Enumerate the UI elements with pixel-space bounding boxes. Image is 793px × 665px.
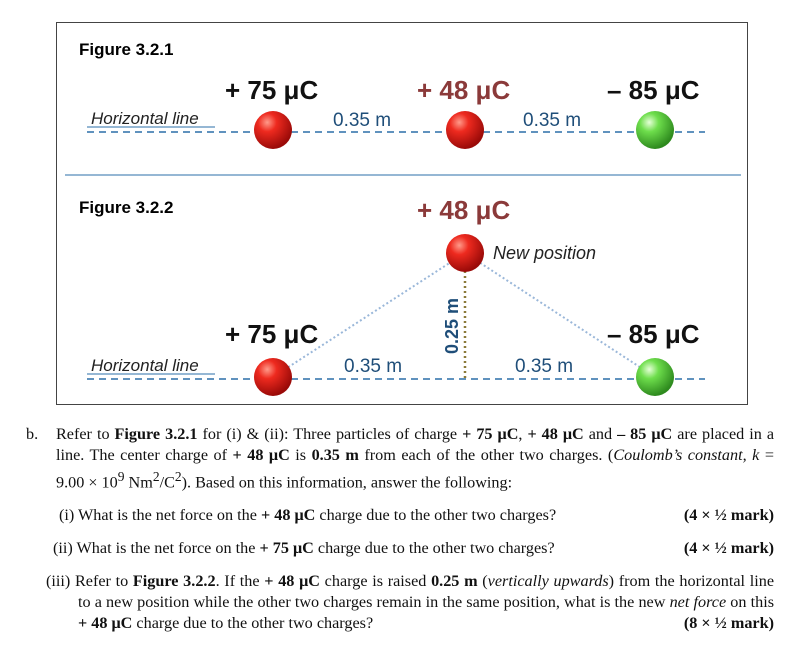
sq-italic: net force (669, 593, 727, 612)
sq-text: ( (477, 572, 488, 591)
figure-1-distance-right: 0.35 m (523, 110, 582, 131)
subquestion-i-mark: (4 × ½ mark) (683, 506, 774, 525)
sq-bold: Figure 3.2.2 (132, 572, 216, 591)
sq-text: (iii) Refer to (46, 572, 133, 591)
sq-text: charge is raised (319, 572, 432, 591)
q-italic: Coulomb’s constant, k (613, 446, 760, 464)
q-text: Refer to (56, 425, 115, 443)
figure-1-charge-left (254, 111, 292, 149)
figure-2-distance-left: 0.35 m (344, 356, 403, 377)
sq-bold: 0.25 m (431, 572, 478, 591)
q-text: /C (159, 473, 175, 492)
figure-2-distance-right: 0.35 m (515, 356, 574, 377)
sq-text: charge due to the other two charges? (132, 614, 374, 633)
q-sup: 9 (117, 469, 125, 484)
sq-bold: + 48 μC (260, 506, 316, 525)
sq-text: charge due to the other two charges? (313, 539, 555, 558)
subquestion-ii (26, 538, 774, 559)
sq-bold: + 48 μC (78, 614, 133, 633)
sq-text: . If the (215, 572, 265, 591)
q-bold: – 85 μC (617, 425, 673, 443)
q-bold: Figure 3.2.1 (114, 425, 198, 443)
sq-text: (ii) What is the net force on the (53, 539, 260, 558)
figure-2-charge-top (446, 234, 484, 272)
sq-text: (i) What is the net force on the (59, 506, 261, 525)
q-bold: + 48 μC (232, 446, 290, 464)
q-sup: 2 (174, 469, 182, 484)
sq-bold: + 75 μC (259, 539, 314, 558)
figure-2-charge-left (254, 358, 292, 396)
question-block (26, 424, 774, 634)
figure-1-distance-left: 0.35 m (333, 110, 392, 131)
q-bold: + 75 μC (462, 425, 519, 443)
subquestion-i (26, 505, 774, 526)
q-text: are placed in a line. The center charge of (56, 425, 775, 464)
subquestion-ii-mark: (4 × ½ mark) (683, 539, 774, 558)
sq-bold: + 48 μC (264, 572, 320, 591)
figure-1-charge-right-label: – 85 μC (607, 75, 700, 105)
q-text: Nm (124, 473, 153, 492)
q-text: and (583, 425, 618, 443)
q-text: from each of the other two charges. ( (358, 446, 614, 464)
figure-2-charge-right-label: – 85 μC (607, 319, 700, 349)
q-text: , (518, 425, 528, 443)
figure-1-charge-center (446, 111, 484, 149)
figure-2-title: Figure 3.2.2 (79, 198, 174, 217)
q-text: is (289, 446, 312, 464)
figure-2-line-label: Horizontal line (91, 356, 199, 375)
figure-2-new-position-label: New position (493, 243, 597, 263)
figure-box (56, 22, 748, 405)
sq-text: ) from the horizontal line to a new position while the other two charges remain in the same position, what is the new (78, 572, 775, 612)
figure-2-charge-top-label: + 48 μC (417, 195, 511, 225)
q-sup: 2 (152, 469, 160, 484)
sq-italic: vertically upwards (487, 572, 609, 591)
q-text: = 9.00 × 10 (56, 446, 774, 492)
sq-text: charge due to the other two charges? (315, 506, 557, 525)
figure-1-charge-right (636, 111, 674, 149)
figure-2-vertical-distance: 0.25 m (442, 297, 462, 355)
question-b (26, 424, 774, 493)
figure-1-charge-left-label: + 75 μC (225, 75, 319, 105)
figure-diagram (57, 23, 749, 406)
subquestion-iii (26, 571, 774, 634)
subquestion-iii-mark: (8 × ½ mark) (683, 614, 774, 633)
figure-1-title: Figure 3.2.1 (79, 40, 174, 59)
figure-2-charge-right (636, 358, 674, 396)
figure-1-charge-center-label: + 48 μC (417, 75, 511, 105)
q-bold: 0.35 m (311, 446, 359, 464)
q-text: for (i) & (ii): Three particles of charge (197, 425, 463, 443)
q-bold: + 48 μC (527, 425, 584, 443)
figure-1-line-label: Horizontal line (91, 109, 199, 128)
q-text: ). Based on this information, answer the following: (181, 473, 513, 492)
figure-2-charge-left-label: + 75 μC (225, 319, 319, 349)
question-label: b. (26, 425, 39, 443)
sq-text: on this (726, 593, 775, 612)
